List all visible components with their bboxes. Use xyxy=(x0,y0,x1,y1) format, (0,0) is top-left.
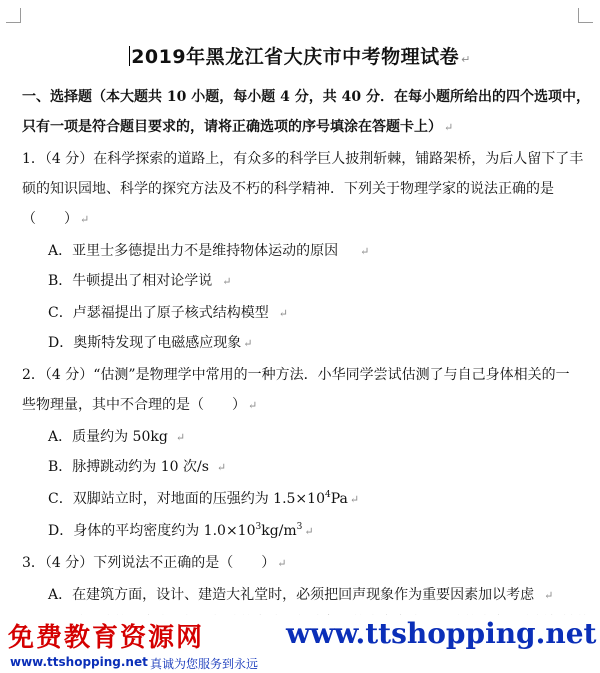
question-2-option: B．脉搏跳动约为 10 次/s ↵ xyxy=(48,459,227,475)
paragraph-mark-icon: ↵ xyxy=(277,557,287,570)
question-2-option: D．身体的平均密度约为 $1.0\times 10^3kg/m^3$ ↵ xyxy=(48,522,314,539)
page-corner-mark-top-left xyxy=(6,8,21,23)
question-2-option: C．双脚站立时，对地面的压强约为 $1.5\times 10^4Pa$ ↵ xyxy=(48,490,360,507)
question-1-option: C．卢瑟福提出了原子核式结构模型 ↵ xyxy=(48,305,288,321)
question-1-stem-line: 1．（4 分）在科学探索的道路上，有众多的科学巨人披荆斩棘，铺路架桥，为后人留下了丰 xyxy=(22,151,584,167)
question-2-option: A．质量约为 50kg ↵ xyxy=(48,429,186,445)
paragraph-mark-icon: ↵ xyxy=(80,213,90,226)
paragraph-mark-icon: ↵ xyxy=(461,53,471,66)
question-1-stem-line: （ ） ↵ xyxy=(22,211,90,227)
watermark-slogan: 真诚为您服务到永远 xyxy=(150,657,259,671)
page-corner-mark-top-right xyxy=(578,8,593,23)
paragraph-mark-icon: ↵ xyxy=(304,525,314,538)
question-1-option: D．奥斯特发现了电磁感应现象 ↵ xyxy=(48,335,253,351)
paragraph-mark-icon: ↵ xyxy=(216,461,227,474)
question-1-stem-line: 硕的知识园地、科学的探究方法及不朽的科学精神．下列关于物理学家的说法正确的是 xyxy=(22,181,554,197)
paragraph-mark-icon: ↵ xyxy=(360,245,370,258)
document-title[interactable]: 2019年黑龙江省大庆市中考物理试卷 ↵ xyxy=(131,46,471,68)
question-3-stem-line: 3．（4 分）下列说法不正确的是（ ） ↵ xyxy=(22,555,287,571)
watermark-footer xyxy=(0,615,600,673)
paragraph-mark-icon: ↵ xyxy=(175,431,186,444)
question-1-option: A．亚里士多德提出力不是维持物体运动的原因 ↵ xyxy=(48,243,370,259)
section-heading-line: 只有一项是符合题目要求的，请将正确选项的序号填涂在答题卡上） ↵ xyxy=(22,119,454,135)
paragraph-mark-icon: ↵ xyxy=(278,307,288,320)
paragraph-mark-icon: ↵ xyxy=(349,493,360,506)
section-heading-line: 一、选择题（本大题共 10 小题，每小题 4 分，共 40 分．在每小题所给出的四个选项中， xyxy=(22,89,590,105)
question-2-stem-line: 些物理量，其中不合理的是（ ） ↵ xyxy=(22,397,258,413)
watermark-url-small: www.ttshopping.net xyxy=(10,655,148,669)
question-1-option: B．牛顿提出了相对论学说 ↵ xyxy=(48,273,232,289)
question-2-stem-line: 2．（4 分）“估测”是物理学中常用的一种方法．小华同学尝试估测了与自己身体相关的一 xyxy=(22,367,570,383)
watermark-url-large: www.ttshopping.net xyxy=(286,617,597,650)
watermark-site-name: 免费教育资源网 xyxy=(8,623,205,653)
paragraph-mark-icon: ↵ xyxy=(248,399,258,412)
paragraph-mark-icon: ↵ xyxy=(243,337,253,350)
question-3-option: A．在建筑方面，设计、建造大礼堂时，必须把回声现象作为重要因素加以考虑 ↵ xyxy=(48,587,554,603)
paragraph-mark-icon: ↵ xyxy=(444,121,454,134)
paragraph-mark-icon: ↵ xyxy=(544,589,554,602)
paragraph-mark-icon: ↵ xyxy=(222,275,232,288)
